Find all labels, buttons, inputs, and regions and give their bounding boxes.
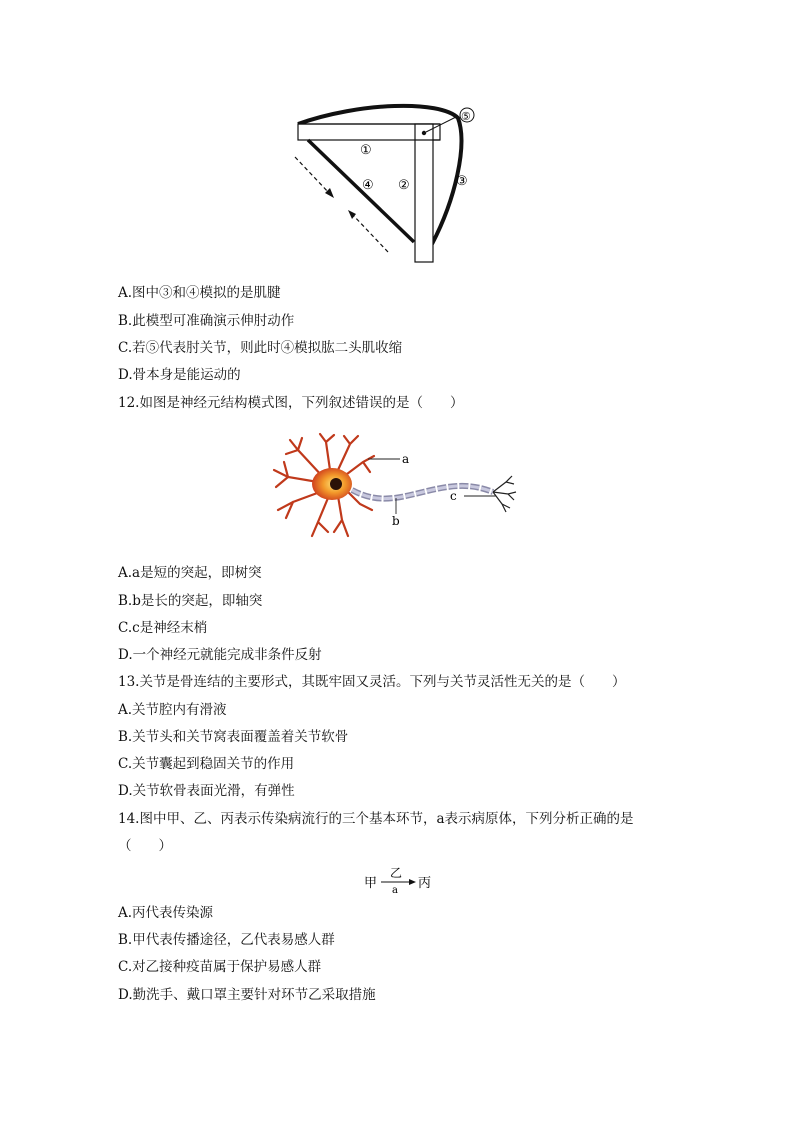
q13-stem: 13.关节是骨连结的主要形式，其既牢固又灵活。下列与关节灵活性无关的是（ ） <box>118 674 626 690</box>
q11-option-d: D.骨本身是能运动的 <box>118 367 241 383</box>
neuron-label-c: c <box>450 489 457 503</box>
q11-option-b: B.此模型可准确演示伸肘动作 <box>118 313 295 329</box>
diagram-left: 甲 <box>364 876 378 891</box>
q13-option-c: C.关节囊起到稳固关节的作用 <box>118 756 295 772</box>
nucleus <box>330 478 342 490</box>
diagram-right: 丙 <box>418 876 432 891</box>
nerve-endings <box>493 476 516 512</box>
q14-stem-line1: 14.图中甲、乙、丙表示传染病流行的三个基本环节，a表示病原体，下列分析正确的是 <box>118 811 634 827</box>
q14-stem-line2: （ ） <box>118 838 172 854</box>
label-1: ① <box>360 143 372 158</box>
q11-option-c: C.若⑤代表肘关节，则此时④模拟肱二头肌收缩 <box>118 340 403 356</box>
diagram-bottom: a <box>392 885 398 896</box>
q13-option-d: D.关节软骨表面光滑，有弹性 <box>118 783 295 799</box>
q14-option-b: B.甲代表传播途径，乙代表易感人群 <box>118 932 335 948</box>
label-2: ② <box>398 178 410 193</box>
q14-option-c: C.对乙接种疫苗属于保护易感人群 <box>118 959 322 975</box>
q14-option-d: D.勤洗手、戴口罩主要针对环节乙采取措施 <box>118 987 376 1003</box>
label-4: ④ <box>362 178 374 193</box>
neuron-label-a: a <box>402 452 410 466</box>
q12-option-c: C.c是神经末梢 <box>118 620 208 636</box>
q12-stem: 12.如图是神经元结构模式图，下列叙述错误的是（ ） <box>118 395 464 411</box>
label-3: ③ <box>456 174 468 189</box>
q14-option-a: A.丙代表传染源 <box>118 905 214 921</box>
neuron-label-b: b <box>392 514 400 528</box>
q13-option-a: A.关节腔内有滑液 <box>118 702 227 718</box>
joint-dot <box>422 131 426 135</box>
q12-option-d: D.一个神经元就能完成非条件反射 <box>118 647 322 663</box>
bone-vertical <box>415 124 433 262</box>
q13-option-b: B.关节头和关节窝表面覆盖着关节软骨 <box>118 729 349 745</box>
transmission-diagram <box>362 862 442 896</box>
q12-option-b: B.b是长的突起，即轴突 <box>118 593 263 609</box>
q12-option-a: A.a是短的突起，即树突 <box>118 565 262 581</box>
q11-option-a: A.图中③和④模拟的是肌腱 <box>118 285 281 301</box>
diagram-top: 乙 <box>390 866 403 880</box>
muscle-model-figure <box>290 100 490 270</box>
neuron-figure <box>268 432 528 542</box>
label-5: ⑤ <box>461 110 471 123</box>
